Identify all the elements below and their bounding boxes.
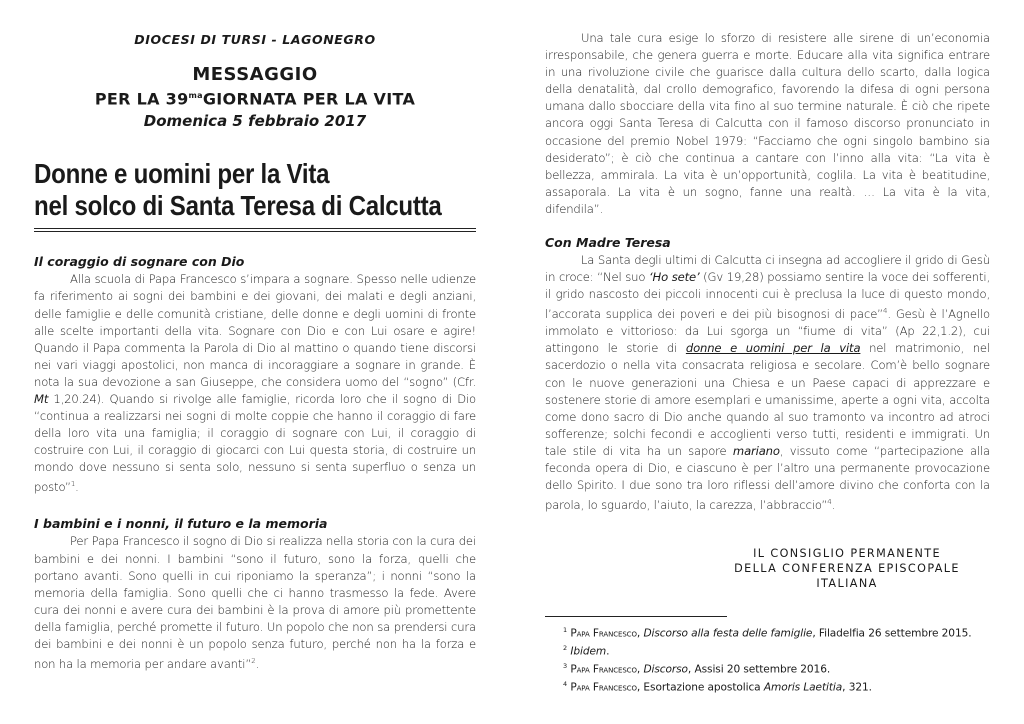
section-heading: Con Madre Teresa: [545, 235, 671, 251]
footnote: $^3$ Papa Francesco, Discorso, Assisi 20 settembre 2016.: [563, 662, 831, 676]
giornata-line: PER LA $39^{ma}GIORNATA$ PER LA VITA: [94, 89, 416, 109]
footnote: $^1$ Papa Francesco, Discorso alla festa delle famiglie, Filadelfia 26 settembre 2015.: [563, 626, 972, 640]
footnote-rule: [545, 616, 727, 617]
paragraph: Per Papa Francesco il sogno di Dio si realizza nella storia con la cura dei bambini e dei nonni. I bambini “sono il futuro, sono la forza, quelli che portano avanti. Sono quelli in cui riponiamo la speranza”; i nonni “sono la memoria della famiglia. Sono quelli che ci hanno trasmesso la fede. Avere cura dei nonni e avere cura dei bambini è la prova di amore più promettente della famiglia, perché promette il futuro. Un popolo che non sa prendersi cura dei bambini e dei nonni è un popolo senza futuro, perché non ha la forza e non ha la memoria per andare avanti”$^2$.: [34, 534, 476, 671]
left-column: [34, 30, 476, 673]
signature-line2: DELLA CONFERENZA EPISCOPALE ITALIANA: [734, 562, 960, 591]
paragraph: La Santa degli ultimi di Calcutta ci insegna ad accogliere il grido di Gesù in croce: “Nel suo ‘Ho sete’ (Gv 19,28) possiamo sentire la voce dei sofferenti, il grido nascosto dei piccoli innocenti cui è preclusa la luce di questo mondo, l’accorata supplica dei poveri e dei più bisognosi di pace”$^4$. Gesù è l’Agnello immolato e vittorioso: da Lui sgorga un “fiume di vita” (Ap 22,1.2), cui attingono le storie di donne e uomini per la vita nel matrimonio, nel sacerdozio o nella vita consacrata religiosa e secolare. Com’è bello sognare con le nuove generazioni una Chiesa e un Paese capaci di apprezzare e sostenere storie di amore esemplari e umanissime, aperte a ogni vita, accolta come dono sacro di Dio anche quando al suo tramonto va incontro ad atroci sofferenze; solchi fecondi e accoglienti verso tutti, residenti e immigrati. Un tale stile di vita ha un sapore mariano, vissuto come “partecipazione alla feconda opera di Dio, e ciascuno è per l’altro una permanente provocazione dello Spirito. I due sono tra loro riflessi dell’amore divino che conforta con la parola, lo sguardo, l’aiuto, la carezza, l’abbraccio”$^4$.: [545, 253, 991, 513]
message-label: MESSAGGIO: [192, 64, 318, 85]
section-heading: Il coraggio di sognare con Dio: [34, 254, 245, 270]
section-madre-teresa: [545, 234, 990, 514]
signature-line1: IL CONSIGLIO PERMANENTE: [753, 547, 941, 561]
signature: [545, 546, 990, 591]
footnote: $^4$ Papa Francesco, Esortazione apostolica Amoris Laetitia, 321.: [563, 680, 872, 694]
title-double-rule: [34, 228, 476, 232]
right-column: [545, 30, 990, 695]
paragraph: Una tale cura esige lo sforzo di resistere alle sirene di un’economia irresponsabile, che genera guerra e morte. Educare alla vita significa entrare in una rivoluzione civile che guarisce dalla cultura dello scarto, dalla logica della denatalità, dal crollo demografico, favorendo la difesa di ogni persona umana dallo sbocciare della vita fino al suo termine naturale. È ciò che ripete ancora oggi Santa Teresa di Calcutta con il famoso discorso pronunciato in occasione del premio Nobel 1979: “Facciamo che ogni singolo bambino sia desiderato”; è ciò che continua a cantare con l’inno alla vita: “La vita è bellezza, ammirala. La vita è un’opportunità, coglila. La vita è beatitudine, assaporala. La vita è un sogno, fanne una realtà. … La vita è la vita, difendila”.: [545, 31, 990, 216]
footnote: $^2$ Ibidem.: [563, 644, 610, 658]
diocese-name: DIOCESI DI TURSI - LAGONEGRO: [134, 32, 376, 47]
page-title-line1: Donne e uomini per la Vita: [34, 158, 330, 190]
page-title-line2: nel solco di Santa Teresa di Calcutta: [34, 190, 442, 222]
section-heading: I bambini e i nonni, il futuro e la memoria: [34, 516, 328, 532]
footnotes: [545, 623, 990, 695]
section-coraggio: [34, 253, 476, 496]
message-date: Domenica 5 febbraio 2017: [143, 112, 367, 131]
section-bambini-nonni: [34, 515, 476, 673]
paragraph: Alla scuola di Papa Francesco s’impara a sognare. Spesso nelle udienze fa riferimento ai sogni dei bambini e dei giovani, dei malati e degli anziani, delle famiglie e delle comunità cristiane, delle donne e degli uomini di fronte alle scelte importanti della vita. Sognare con Dio e con Lui osare e agire! Quando il Papa commenta la Parola di Dio al mattino o quando tiene discorsi nei vari viaggi apostolici, non manca di incoraggiare a sognare in grande. È nota la sua devozione a san Giuseppe, che considera uomo del “sogno” (Cfr. Mt 1,20.24). Quando si rivolge alle famiglie, ricorda loro che il sogno di Dio “continua a realizzarsi nei sogni di molte coppie che hanno il coraggio di fare della loro vita una famiglia; il coraggio di sognare con Lui, il coraggio di costruire con Lui, il coraggio di giocarci con Lui questa storia, di costruire un mondo dove nessuno si senta solo, nessuno si senta superfluo o senza un posto”$^1$.: [34, 272, 476, 495]
